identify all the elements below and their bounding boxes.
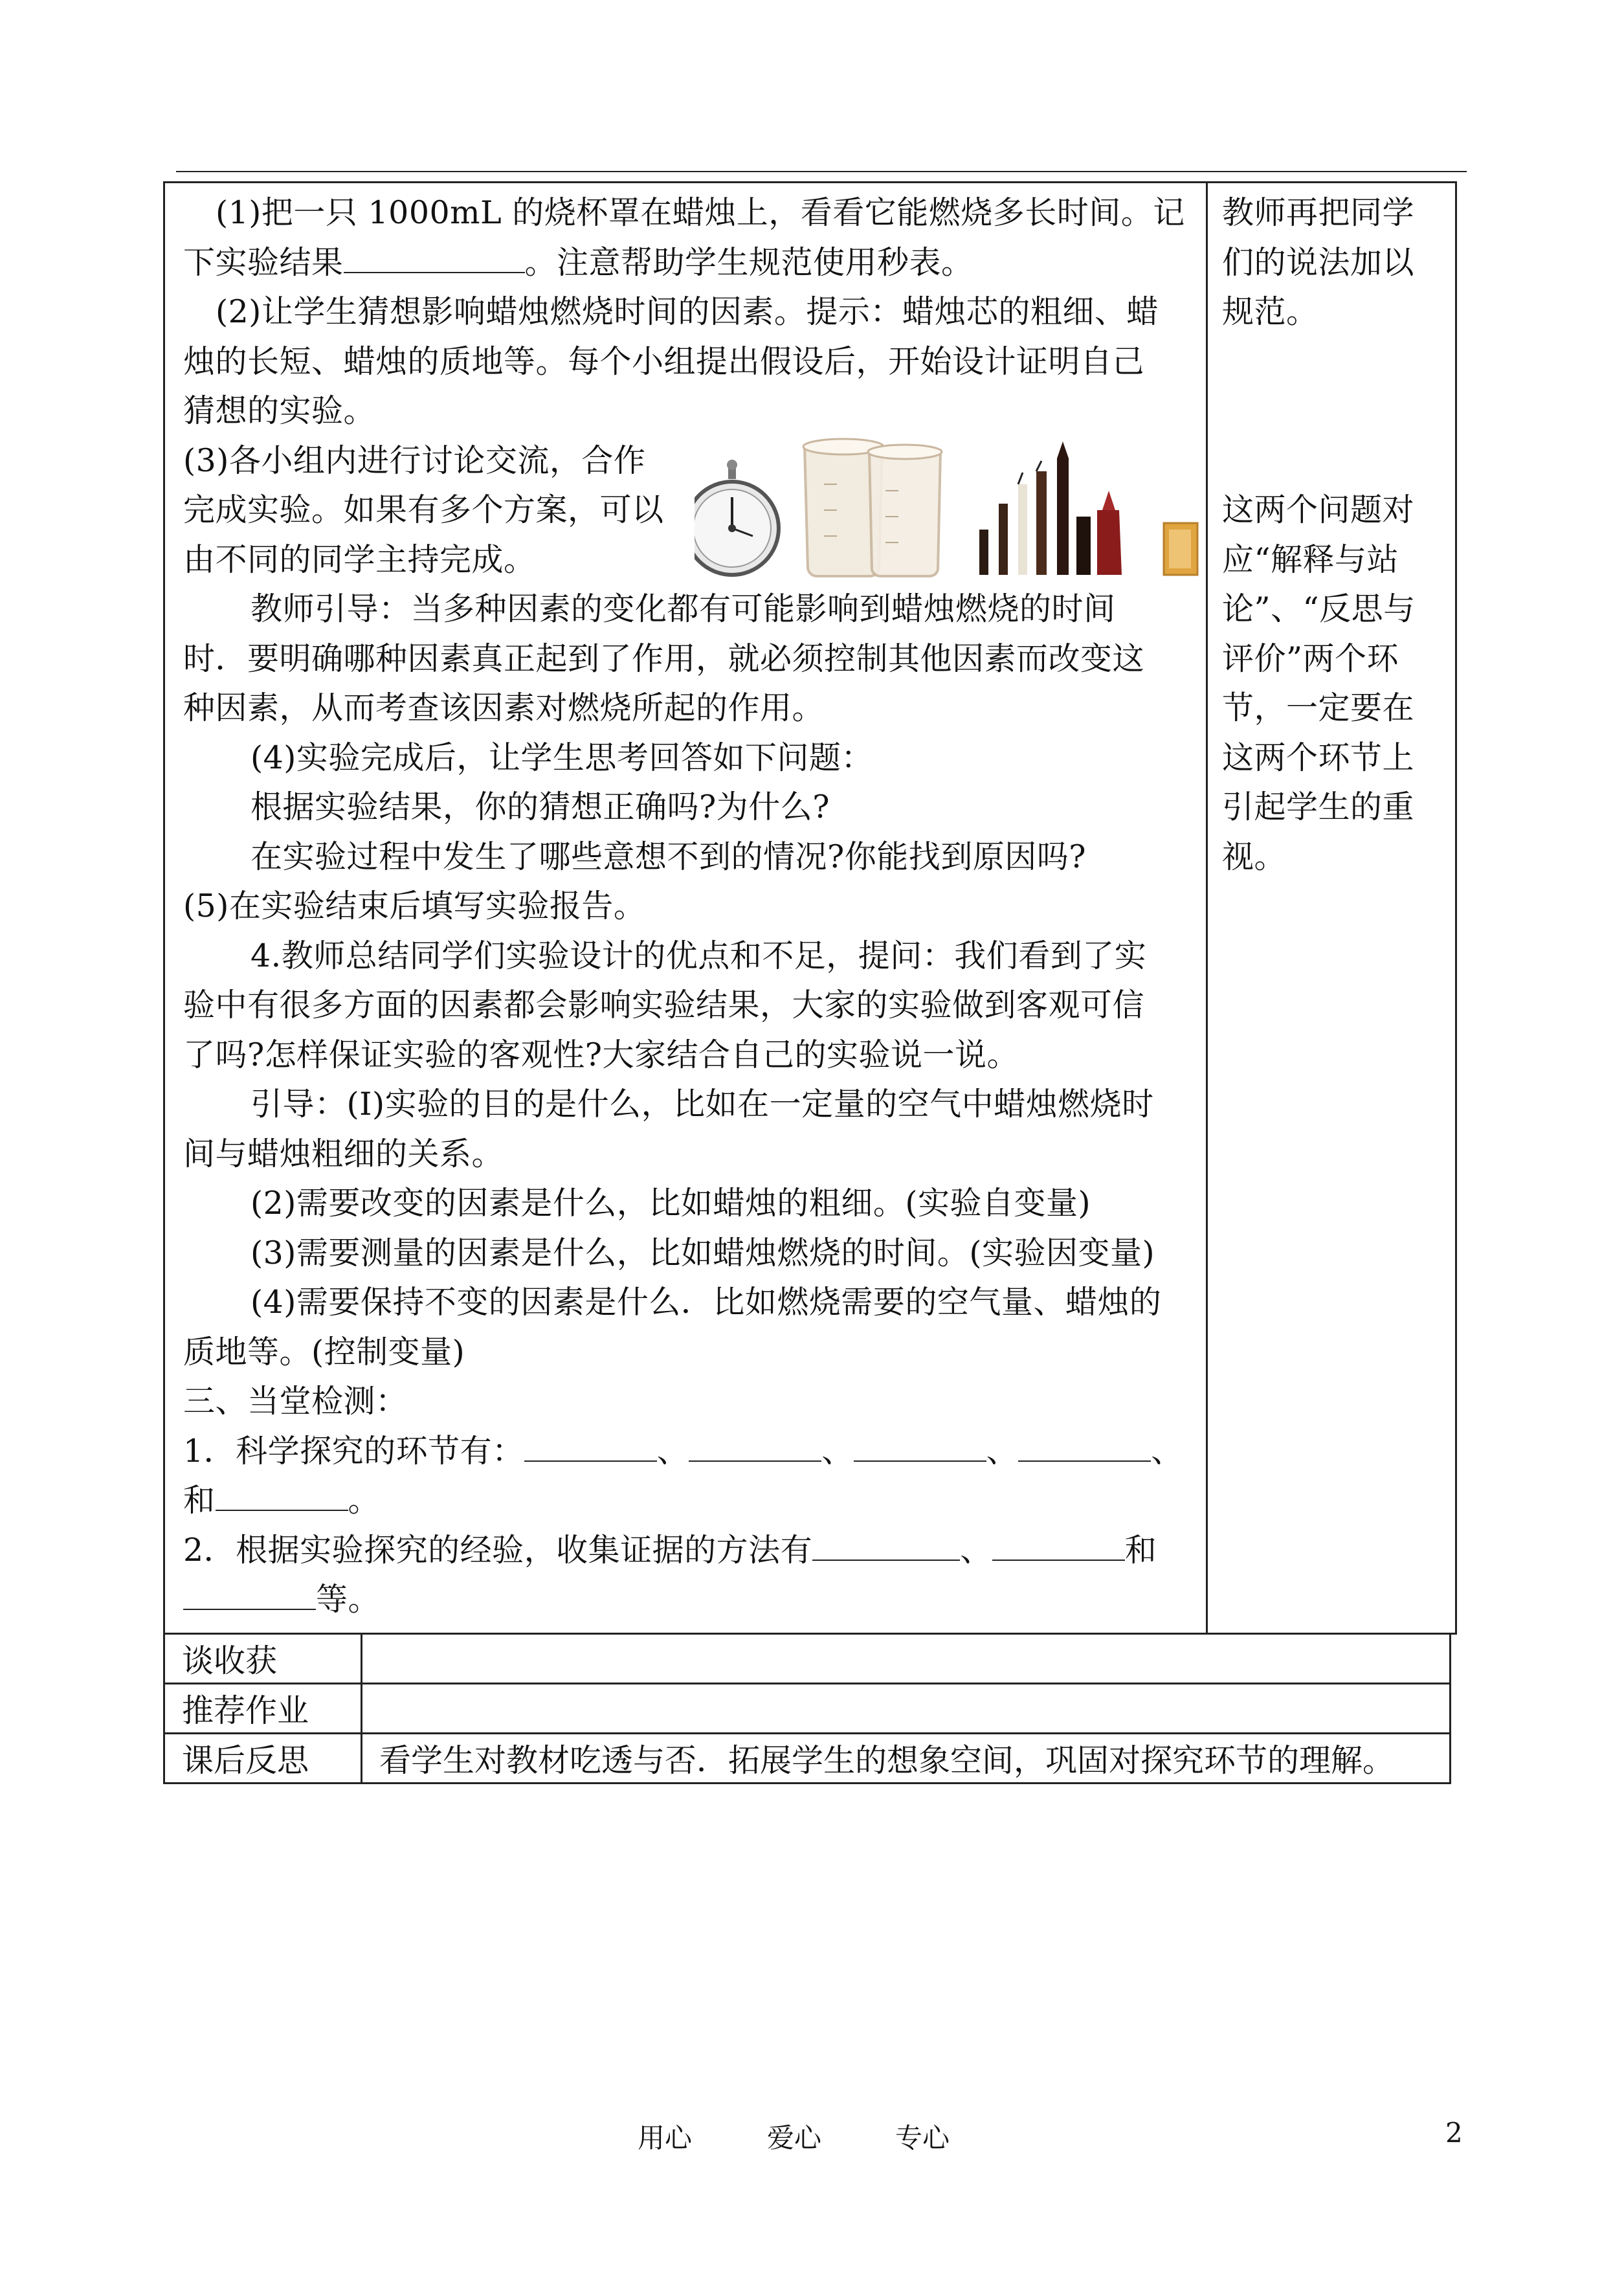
content-line: (1)把一只 1000mL 的烧杯罩在蜡烛上，看看它能燃烧多长时间。记 xyxy=(216,194,1185,231)
answer-blank[interactable] xyxy=(524,1431,657,1462)
footer-word: 专心 xyxy=(895,2122,950,2154)
page-number: 2 xyxy=(1445,2117,1463,2149)
teacher-note-line: 评价”两个环 xyxy=(1222,640,1399,677)
summary-table xyxy=(163,1633,1451,1784)
answer-blank[interactable] xyxy=(854,1431,986,1462)
content-line: (2)让学生猜想影响蜡烛燃烧时间的因素。提示：蜡烛芯的粗细、蜡 xyxy=(216,293,1159,330)
equipment-row xyxy=(183,436,1197,585)
summary-row xyxy=(164,1633,1451,1683)
header-rule xyxy=(176,171,1467,172)
content-line: 在实验过程中发生了哪些意想不到的情况?你能找到原因吗? xyxy=(250,838,1087,875)
content-line: (3)需要测量的因素是什么，比如蜡烛燃烧的时间。(实验因变量) xyxy=(250,1234,1155,1271)
content-line: (4)实验完成后，让学生思考回答如下问题： xyxy=(250,739,873,776)
answer-blank[interactable] xyxy=(1018,1431,1151,1462)
answer-blank[interactable] xyxy=(812,1530,960,1561)
content-line: 烛的长短、蜡烛的质地等。每个小组提出假设后，开始设计证明自己 xyxy=(183,342,1145,380)
teacher-notes-cell xyxy=(1207,183,1456,1634)
answer-blank[interactable] xyxy=(183,1579,316,1610)
question-2-line2: 等。 xyxy=(183,1575,1197,1625)
answer-blank[interactable] xyxy=(344,242,525,273)
content-line: 下实验结果 。注意帮助学生规范使用秒表。 xyxy=(183,238,1197,288)
summary-value: 看学生对教材吃透与否．拓展学生的想象空间，巩固对探究环节的理解。 xyxy=(362,1733,1451,1783)
teacher-note-line: 们的说法加以 xyxy=(1222,243,1415,281)
summary-row xyxy=(164,1733,1451,1783)
teacher-note-line: 视。 xyxy=(1222,838,1287,875)
footer-word: 爱心 xyxy=(767,2122,822,2154)
teacher-note-line: 论”、“反思与 xyxy=(1222,590,1416,627)
content-line: (3)各小组内进行讨论交流，合作 xyxy=(183,442,646,479)
content-line: 猜想的实验。 xyxy=(183,392,376,429)
teacher-note-line: 这两个环节上 xyxy=(1222,739,1415,776)
teacher-note-line: 节，一定要在 xyxy=(1222,689,1415,726)
content-line: 由不同的同学主持完成。 xyxy=(183,541,536,578)
stopwatch-icon xyxy=(695,460,779,575)
teacher-note-line: 应“解释与站 xyxy=(1222,541,1399,578)
summary-label: 课后反思 xyxy=(164,1733,362,1783)
content-line: (4)需要保持不变的因素是什么．比如燃烧需要的空气量、蜡烛的 xyxy=(250,1284,1162,1321)
answer-blank[interactable] xyxy=(992,1530,1125,1561)
content-line: 质地等。(控制变量) xyxy=(183,1333,465,1370)
content-line: 完成实验。如果有多个方案，可以 xyxy=(183,491,664,528)
answer-blank[interactable] xyxy=(689,1431,821,1462)
wax-block-icon xyxy=(1164,523,1197,575)
candles-icon xyxy=(979,442,1122,575)
question-1-line1: 1．科学探究的环节有： 、 、 、 、 xyxy=(183,1427,1197,1477)
lab-equipment-figure xyxy=(695,432,1212,588)
teacher-note-line: 这两个问题对 xyxy=(1222,491,1415,528)
content-line: (2)需要改变的因素是什么，比如蜡烛的粗细。(实验自变量) xyxy=(250,1185,1091,1222)
summary-label: 推荐作业 xyxy=(164,1683,362,1733)
content-line: 种因素，从而考查该因素对燃烧所起的作用。 xyxy=(183,689,825,726)
footer-word: 用心 xyxy=(638,2122,693,2154)
summary-row xyxy=(164,1683,1451,1733)
content-line: 引导：(I)实验的目的是什么，比如在一定量的空气中蜡烛燃烧时 xyxy=(250,1086,1154,1123)
beaker-icon xyxy=(868,445,942,576)
content-cell xyxy=(164,183,1207,1634)
teacher-note-line: 引起学生的重 xyxy=(1222,789,1415,825)
lesson-table xyxy=(163,181,1457,1635)
content-line: 教师引导：当多种因素的变化都有可能影响到蜡烛燃烧的时间 xyxy=(250,590,1116,627)
content-line: 4.教师总结同学们实验设计的优点和不足，提问：我们看到了实 xyxy=(250,937,1147,974)
content-line: 间与蜡烛粗细的关系。 xyxy=(183,1135,504,1172)
content-line: 时．要明确哪种因素真正起到了作用，就必须控制其他因素而改变这 xyxy=(183,640,1145,677)
summary-label: 谈收获 xyxy=(164,1633,362,1683)
summary-value xyxy=(362,1633,1451,1683)
question-2-line1: 2．根据实验探究的经验，收集证据的方法有 、 和 xyxy=(183,1526,1197,1576)
question-1-line2: 和 。 xyxy=(183,1476,1197,1526)
content-line: 三、当堂检测： xyxy=(183,1383,408,1420)
teacher-note-line: 规范。 xyxy=(1222,293,1318,330)
summary-value xyxy=(362,1683,1451,1733)
content-line: 验中有很多方面的因素都会影响实验结果，大家的实验做到客观可信 xyxy=(183,987,1145,1023)
content-line: (5)在实验结束后填写实验报告。 xyxy=(183,888,646,924)
answer-blank[interactable] xyxy=(216,1480,348,1511)
content-line: 了吗?怎样保证实验的客观性?大家结合自己的实验说一说。 xyxy=(183,1036,1019,1073)
content-line: 根据实验结果，你的猜想正确吗?为什么? xyxy=(250,789,830,825)
teacher-note-line: 教师再把同学 xyxy=(1222,194,1415,231)
